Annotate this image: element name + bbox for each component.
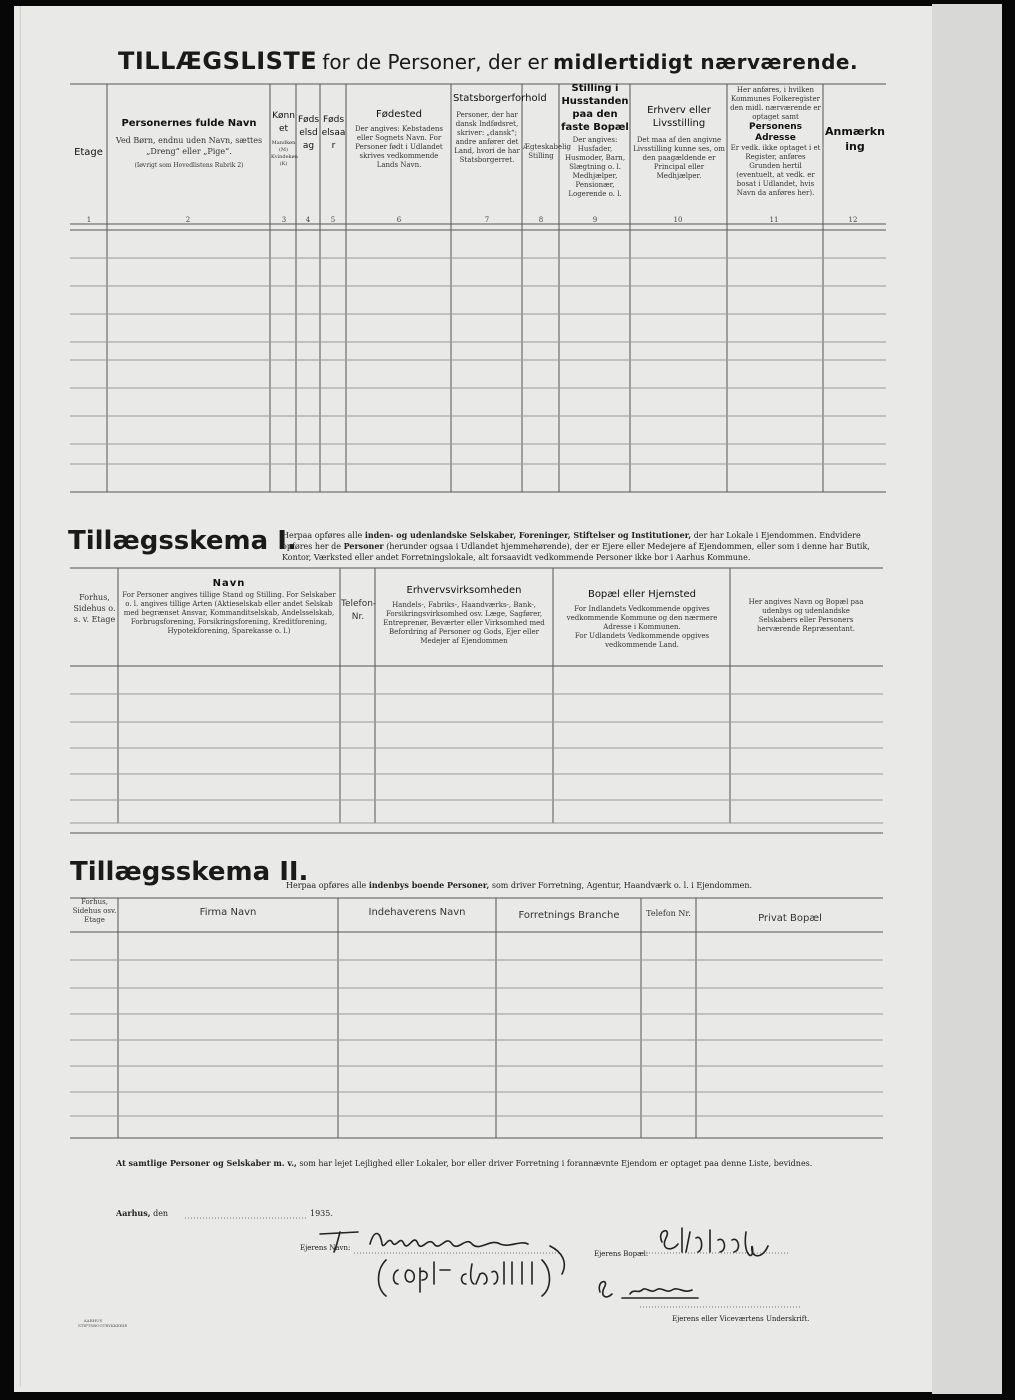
place-label: Aarhus, den [116, 1208, 169, 1218]
title-bold-1: TILLÆGSLISTE [118, 47, 318, 75]
skema2-col-indehaver: Indehaverens Navn [368, 907, 466, 918]
attestation-text: At samtlige Personer og Selskaber m. v., som har lejet Lejlighed eller Lokaler, bor eller driver Forretning i forannævnte Ejendom er optaget paa denne Liste, bevidnes. [116, 1158, 813, 1168]
col-num-3: 3 [281, 216, 287, 224]
skema1-title: Tillægsskema I. [68, 526, 297, 556]
col-num-11: 11 [769, 216, 779, 224]
title-middle: for de Personer, der er [322, 50, 549, 74]
skema1-col-bopael: Bopæl eller Hjemsted For Indlandets Vedkommende opgives vedkommende Kommune og den nærmere Adresse i Kommunen. For Udlandets Vedkommende opgives vedkommende Land. [566, 589, 718, 649]
skema2-col-firma: Firma Navn [199, 907, 257, 918]
col-etage-header: Etage [74, 147, 103, 158]
col-num-6: 6 [396, 216, 402, 224]
col-birthday-header: Fødselsdag [297, 115, 320, 151]
skema1-col-erhverv: Erhvervsvirksomheden Handels-, Fabriks-, Haandværks-, Bank-, Forsikringsvirksomhed osv. Læge, Sagfører, Entreprenør, Beværter eller Virksomhed med Befordring af Personer og Gods, Ejer eller Medejer af Ejendommen [383, 585, 545, 645]
col-num-12: 12 [848, 216, 858, 224]
col-birthplace-header: Fødested Der angives: Kebstadens eller Sognets Navn. For Personer født i Udlandet skrives vedkommende Lands Navn. [355, 109, 443, 169]
owner-address-label: Ejerens Bopæl: [594, 1250, 649, 1258]
skema1-col-etage: Forhus, Sidehus o. s. v. Etage [73, 593, 116, 624]
col-num-5: 5 [330, 216, 336, 224]
col-num-4: 4 [305, 216, 311, 224]
skema1-col-telefon: Telefon-Nr. [341, 599, 377, 622]
skema2-title: Tillægsskema II. [70, 857, 309, 887]
handwritten-signatures [300, 1222, 820, 1312]
skema1-col-navn: Navn For Personer angives tillige Stand og Stilling. For Selskaber o. l. angives tillige Arten (Aktieselskab eller andet Selskab med begrænset Ansvar, Kommanditselskab, Andelsselskab, Forbrugsforening, Forsikringsforening, Kreditforening, Hypotekforening, Sparekasse o. l.) [122, 578, 336, 635]
skema2-col-telefon: Telefon Nr. [646, 909, 691, 918]
col-num-7: 7 [484, 216, 490, 224]
col-num-10: 10 [673, 216, 683, 224]
col-num-8: 8 [538, 216, 544, 224]
skema2-col-bopael: Privat Bopæl [758, 913, 822, 924]
col-household-header: Stilling i Husstanden paa den faste Bopæl Der angives: Husfader, Husmoder, Barn, Slægtning o. l. Medhjælper, Pensionær, Logerende o. l. [561, 83, 629, 198]
col-marital-header: Ægteskabelig Stilling [523, 143, 572, 160]
signature-label: Ejerens eller Viceværtens Underskrift. [672, 1315, 810, 1323]
col-num-9: 9 [592, 216, 598, 224]
col-birthyear-header: Fødselsaar [321, 115, 346, 151]
col-remarks-header: Anmærkning [825, 125, 885, 153]
col-gender-header: Kønnet Mandkøn (M) Kvindekøn (K) [271, 111, 298, 167]
skema2-col-etage: Forhus, Sidehus osv. Etage [72, 898, 117, 924]
skema2-intro: Herpaa opføres alle indenbys boende Personer, som driver Forretning, Agentur, Haandværk o. l. i Ejendommen. [286, 880, 753, 890]
col-num-1: 1 [86, 216, 92, 224]
col-occupation-header: Erhverv eller Livsstilling Det maa af den angivne Livsstilling kunne ses, om den paagældende er Principal eller Medhjælper. [633, 105, 725, 180]
owner-name-label: Ejerens Navn: [300, 1244, 351, 1252]
year-label: 1935. [310, 1209, 333, 1218]
col-register-header: Her anføres, i hvilken Kommunes Folkeregister den midl. nærværende er optaget samt Personens Adresse Er vedk. ikke optaget i et Register, anføres Grunden hertil (eventuelt, at vedk. er bosat i Udlandet, hvis Navn da anføres her). [730, 86, 821, 197]
title-bold-2: midlertidigt nærværende. [553, 50, 859, 74]
printer-mark: AARHUS STIFTSBOGTRYKKERIE [78, 1318, 128, 1328]
col-num-2: 2 [185, 216, 191, 224]
col-name-header: Personernes fulde Navn Ved Børn, endnu uden Navn, sættes „Dreng“ eller „Pige“. (Iøvrigt som Hovedlistens Rubrik 2) [115, 118, 263, 169]
col-citizenship-header: Statsborgerforhold Personer, der har dansk Indfødsret, skriver: „dansk“; andre anfører det Land, hvori de har Statsborgerret. [453, 93, 547, 164]
skema1-col-representative: Her angives Navn og Bopæl paa udenbys og udenlandske Selskabers eller Personers herværende Repræsentant. [748, 598, 864, 633]
skema2-col-branche: Forretnings Branche [518, 910, 620, 921]
skema1-intro: Herpaa opføres alle inden- og udenlandske Selskaber, Foreninger, Stiftelser og Institutioner, der har Lokale i Ejendommen. Endvidere opføres her de Personer (herunder ogsaa i Udlandet hjemmehørende), der er Ejere eller Medejere af Ejendommen, eller som i denne har Butik, Kontor, Værksted eller andet Forretningslokale, alt forsaavidt vedkommende Personer ikke bor i Aarhus Kommune. [282, 530, 870, 562]
